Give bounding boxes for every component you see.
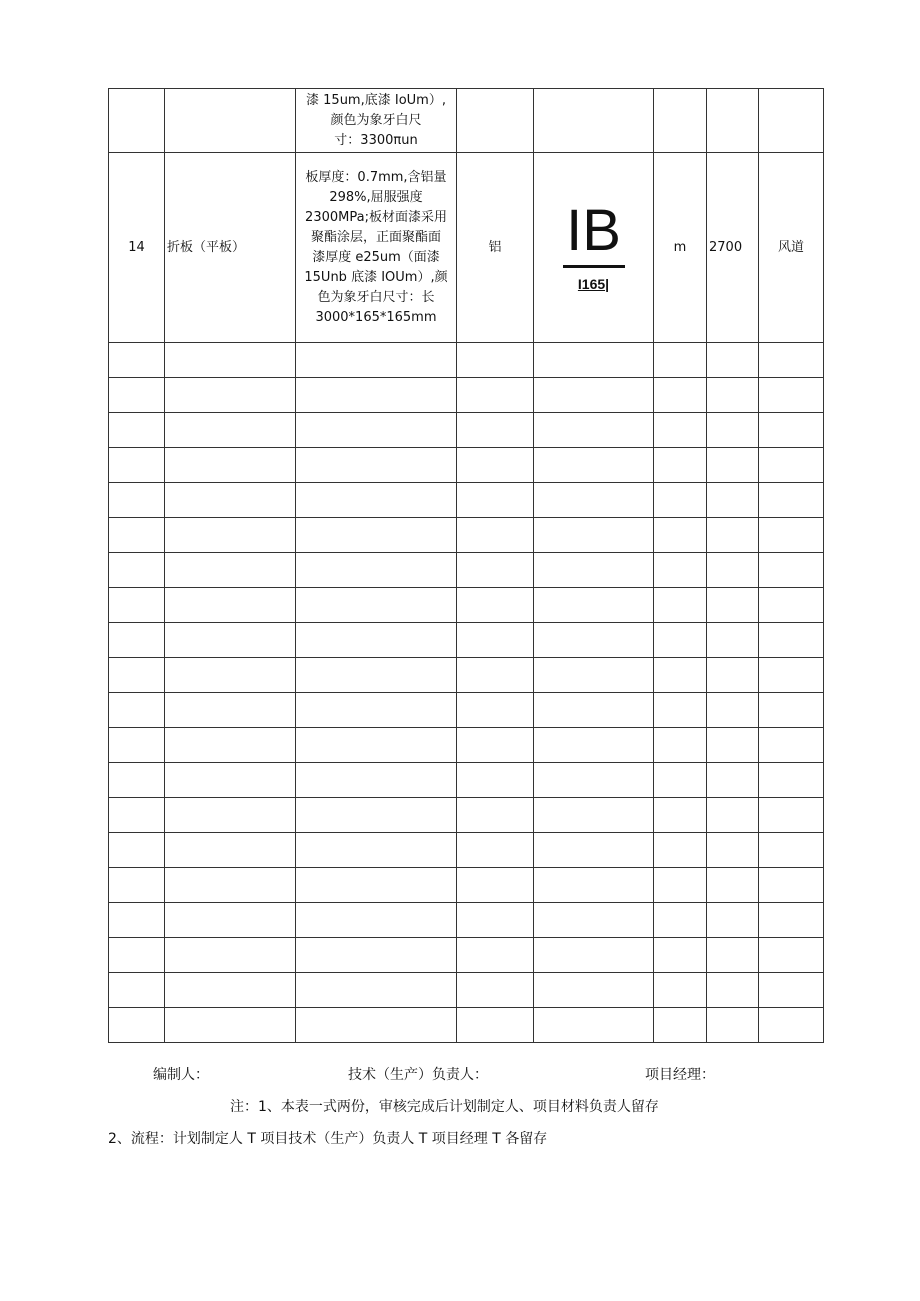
cell-unit: [654, 763, 707, 798]
cell-name: [165, 833, 296, 868]
cell-usage: [759, 588, 824, 623]
cell-no: [109, 448, 165, 483]
table-row: [109, 588, 824, 623]
cell-drawing: [534, 833, 654, 868]
cell-drawing: [534, 413, 654, 448]
cell-unit: [654, 89, 707, 153]
desc-line: 聚酯涂层，正面聚酯面: [310, 229, 441, 245]
cell-no: [109, 658, 165, 693]
cell-quantity: 2700: [707, 153, 759, 343]
project-manager-label: 项目经理：: [645, 1067, 715, 1083]
cell-material: [457, 89, 534, 153]
desc-line: 2300MPa;板材面漆采用: [305, 209, 447, 225]
cell-description: [296, 483, 457, 518]
cell-no: [109, 343, 165, 378]
table-row: [109, 448, 824, 483]
cell-name: [165, 973, 296, 1008]
cell-usage: [759, 378, 824, 413]
cell-drawing: [534, 1008, 654, 1043]
cell-description: [296, 1008, 457, 1043]
cell-quantity: [707, 868, 759, 903]
cell-unit: [654, 553, 707, 588]
cell-description: [296, 623, 457, 658]
cell-description: [296, 518, 457, 553]
profile-glyph: IB: [566, 198, 621, 263]
cell-no: [109, 903, 165, 938]
cell-quantity: [707, 483, 759, 518]
cell-quantity: [707, 448, 759, 483]
cell-drawing: [534, 973, 654, 1008]
table-row: [109, 153, 824, 343]
cell-usage: 风道: [759, 153, 824, 343]
cell-unit: [654, 413, 707, 448]
cell-name: [165, 89, 296, 153]
cell-no: [109, 798, 165, 833]
cell-unit: [654, 588, 707, 623]
cell-quantity: [707, 553, 759, 588]
table-row: [109, 973, 824, 1008]
dimension-label: I165|: [577, 276, 610, 292]
cell-usage: [759, 833, 824, 868]
cell-usage: [759, 343, 824, 378]
cell-name: [165, 343, 296, 378]
cell-quantity: [707, 89, 759, 153]
cell-name: [165, 763, 296, 798]
table-row: [109, 903, 824, 938]
cell-drawing: [534, 448, 654, 483]
cell-name: [165, 518, 296, 553]
cell-description: [296, 868, 457, 903]
cell-drawing: [534, 89, 654, 153]
cell-material: [457, 1008, 534, 1043]
cell-material: [457, 938, 534, 973]
cell-description: [296, 693, 457, 728]
cell-no: [109, 833, 165, 868]
cell-unit: [654, 728, 707, 763]
cell-material: [457, 903, 534, 938]
table-row: [109, 763, 824, 798]
cell-material: [457, 518, 534, 553]
cell-drawing: [534, 518, 654, 553]
cell-material: [457, 973, 534, 1008]
cell-usage: [759, 728, 824, 763]
cell-no: [109, 588, 165, 623]
cell-name: [165, 588, 296, 623]
cell-name: [165, 693, 296, 728]
note-line-2: 2、流程：计划制定人 T 项目技术（生产）负责人 T 项目经理 T 各留存: [108, 1131, 548, 1147]
cell-no: [109, 1008, 165, 1043]
tech-lead-label: 技术（生产）负责人：: [348, 1067, 488, 1083]
cell-unit: [654, 693, 707, 728]
cell-name: [165, 658, 296, 693]
desc-line: 色为象牙白尺寸：长: [317, 289, 435, 305]
cell-usage: [759, 693, 824, 728]
table-row: [109, 413, 824, 448]
cell-quantity: [707, 623, 759, 658]
cell-usage: [759, 448, 824, 483]
cell-quantity: [707, 763, 759, 798]
cell-unit: [654, 798, 707, 833]
table-row: [109, 1008, 824, 1043]
cell-unit: [654, 448, 707, 483]
cell-material: [457, 658, 534, 693]
cell-quantity: [707, 693, 759, 728]
cell-unit: [654, 378, 707, 413]
cell-unit: [654, 868, 707, 903]
cell-no: [109, 868, 165, 903]
cell-no: [109, 518, 165, 553]
cell-quantity: [707, 413, 759, 448]
cell-material: [457, 798, 534, 833]
cell-usage: [759, 413, 824, 448]
cell-no: [109, 378, 165, 413]
cell-unit: [654, 938, 707, 973]
cell-material: 铝: [457, 153, 534, 343]
cell-usage: [759, 553, 824, 588]
cell-material: [457, 763, 534, 798]
desc-line: 颜色为象牙白尺: [330, 112, 422, 128]
cell-quantity: [707, 658, 759, 693]
cell-material: [457, 343, 534, 378]
desc-line: 寸：3300πun: [334, 132, 418, 148]
cell-material: [457, 868, 534, 903]
table-row: [109, 343, 824, 378]
cell-name: [165, 378, 296, 413]
cell-quantity: [707, 1008, 759, 1043]
cell-no: [109, 483, 165, 518]
cell-unit: [654, 483, 707, 518]
cell-quantity: [707, 728, 759, 763]
cell-description: [296, 658, 457, 693]
cell-drawing: [534, 553, 654, 588]
cell-unit: m: [654, 153, 707, 343]
table-row: [109, 483, 824, 518]
cell-usage: [759, 973, 824, 1008]
desc-line: 漆 15um,底漆 IoUm）,: [306, 92, 446, 108]
cell-usage: [759, 1008, 824, 1043]
table-row: [109, 89, 824, 153]
cell-drawing: [534, 798, 654, 833]
cell-name: [165, 413, 296, 448]
table-row: [109, 833, 824, 868]
cell-quantity: [707, 588, 759, 623]
cell-quantity: [707, 343, 759, 378]
cell-unit: [654, 343, 707, 378]
cell-drawing: [534, 693, 654, 728]
cell-name: [165, 798, 296, 833]
cell-drawing: [534, 903, 654, 938]
cell-usage: [759, 483, 824, 518]
cell-drawing: [534, 153, 654, 343]
cell-description: [296, 833, 457, 868]
cell-name: [165, 623, 296, 658]
cell-description: [296, 153, 457, 343]
cell-no: [109, 728, 165, 763]
cell-name: [165, 728, 296, 763]
note-line-1: 注：1、本表一式两份，审核完成后计划制定人、项目材料负责人留存: [230, 1099, 659, 1115]
cell-unit: [654, 1008, 707, 1043]
cell-description: [296, 448, 457, 483]
cell-usage: [759, 763, 824, 798]
cell-drawing: [534, 343, 654, 378]
cell-description: [296, 728, 457, 763]
cell-material: [457, 553, 534, 588]
cell-no: [109, 623, 165, 658]
cell-description: [296, 798, 457, 833]
table-row: [109, 693, 824, 728]
cell-no: [109, 938, 165, 973]
table-row: [109, 658, 824, 693]
cell-drawing: [534, 763, 654, 798]
cell-name: [165, 868, 296, 903]
table-row: [109, 553, 824, 588]
cell-usage: [759, 868, 824, 903]
cell-name: [165, 938, 296, 973]
cell-drawing: [534, 378, 654, 413]
cell-unit: [654, 973, 707, 1008]
cell-description: [296, 763, 457, 798]
cell-drawing: [534, 938, 654, 973]
cell-material: [457, 448, 534, 483]
table-row: [109, 378, 824, 413]
cell-description: [296, 378, 457, 413]
table-row: [109, 938, 824, 973]
cell-drawing: [534, 623, 654, 658]
cell-drawing: [534, 658, 654, 693]
cell-drawing: [534, 868, 654, 903]
cell-usage: [759, 658, 824, 693]
cell-material: [457, 378, 534, 413]
cell-description: [296, 938, 457, 973]
table-row: [109, 623, 824, 658]
cell-description: [296, 973, 457, 1008]
cell-quantity: [707, 833, 759, 868]
cell-material: [457, 413, 534, 448]
compiler-label: 编制人：: [153, 1067, 209, 1083]
desc-line: 15Unb 底漆 IOUm）,颜: [304, 269, 448, 285]
cell-no: [109, 413, 165, 448]
cell-material: [457, 693, 534, 728]
cell-name: [165, 448, 296, 483]
cell-no: [109, 763, 165, 798]
cell-no: 14: [109, 153, 165, 343]
cell-drawing: [534, 483, 654, 518]
table-row: [109, 868, 824, 903]
cell-material: [457, 728, 534, 763]
cell-description: [296, 89, 457, 153]
cell-name: [165, 903, 296, 938]
cell-material: [457, 833, 534, 868]
cell-description: [296, 413, 457, 448]
cell-unit: [654, 833, 707, 868]
cell-material: [457, 588, 534, 623]
cell-quantity: [707, 903, 759, 938]
material-table: [108, 88, 824, 1043]
cell-name: [165, 1008, 296, 1043]
cell-material: [457, 623, 534, 658]
cell-usage: [759, 938, 824, 973]
cell-name: [165, 553, 296, 588]
cell-description: [296, 903, 457, 938]
cell-drawing: [534, 728, 654, 763]
cell-unit: [654, 903, 707, 938]
desc-line: 漆厚度 e25um（面漆: [312, 249, 440, 265]
table-row: [109, 728, 824, 763]
cell-name: [165, 483, 296, 518]
cell-material: [457, 483, 534, 518]
cell-usage: [759, 798, 824, 833]
cell-no: [109, 553, 165, 588]
cell-usage: [759, 518, 824, 553]
cell-description: [296, 343, 457, 378]
cell-unit: [654, 658, 707, 693]
cell-no: [109, 89, 165, 153]
cell-quantity: [707, 378, 759, 413]
cell-quantity: [707, 798, 759, 833]
cell-drawing: [534, 588, 654, 623]
cell-quantity: [707, 518, 759, 553]
cell-no: [109, 693, 165, 728]
table-row: [109, 518, 824, 553]
cell-no: [109, 973, 165, 1008]
cell-quantity: [707, 973, 759, 1008]
profile-drawing: [536, 198, 651, 294]
cell-quantity: [707, 938, 759, 973]
cell-usage: [759, 89, 824, 153]
desc-line: 298%,屈服强度: [329, 189, 423, 205]
cell-description: [296, 588, 457, 623]
dimension-bar: [563, 265, 625, 268]
table-row: [109, 798, 824, 833]
cell-usage: [759, 903, 824, 938]
cell-description: [296, 553, 457, 588]
cell-unit: [654, 623, 707, 658]
desc-line: 3000*165*165mm: [315, 309, 437, 325]
cell-name: 折板（平板）: [165, 153, 296, 343]
cell-unit: [654, 518, 707, 553]
cell-usage: [759, 623, 824, 658]
desc-line: 板厚度：0.7mm,含铝量: [305, 169, 447, 185]
